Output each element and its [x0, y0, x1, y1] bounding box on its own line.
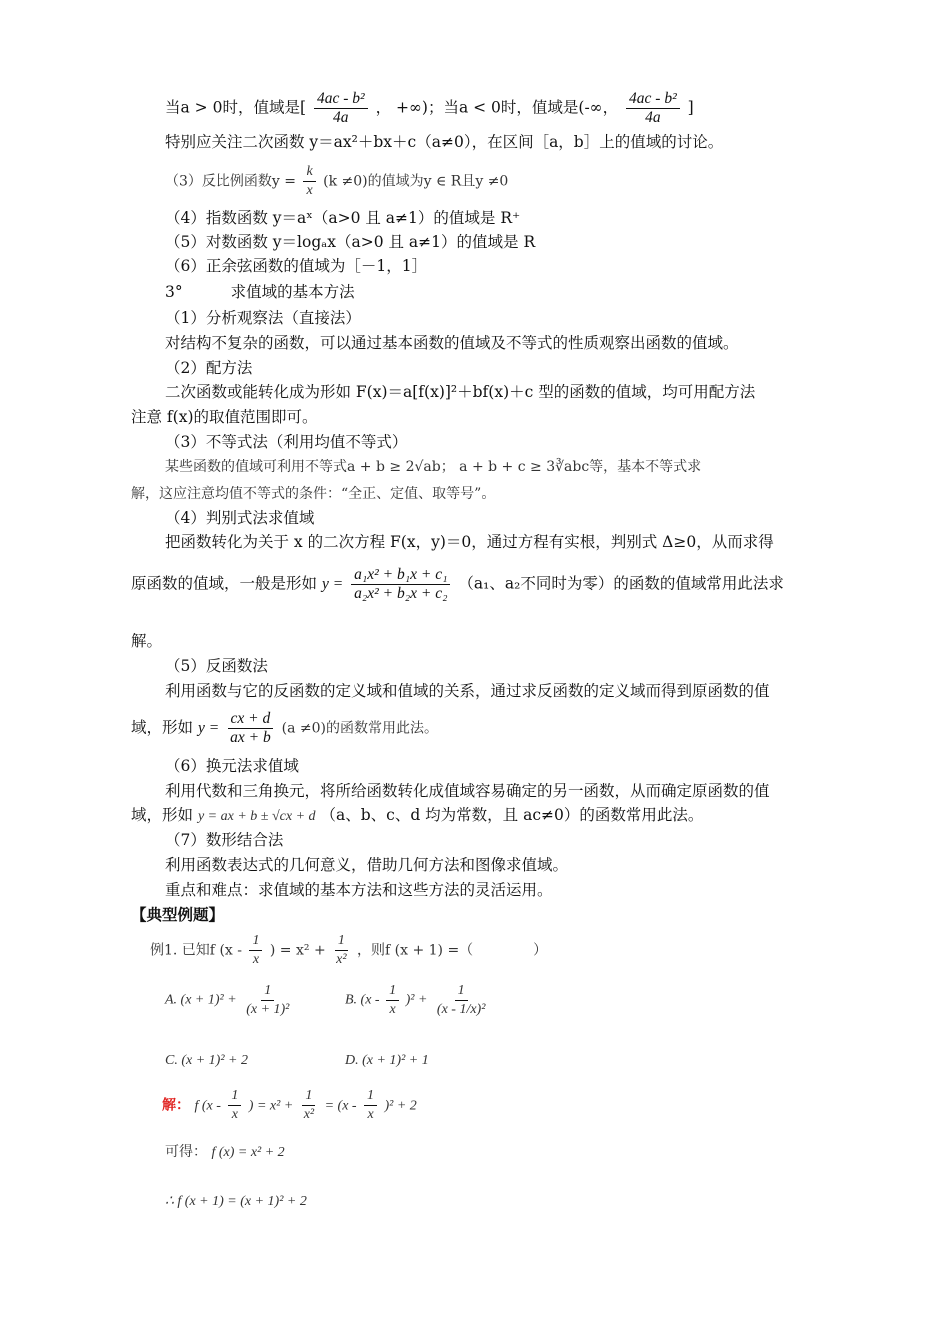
denominator: x	[252, 952, 260, 967]
paragraph-line: 利用函数与它的反函数的定义域和值域的关系，通过求反函数的定义域而得到原函数的值	[165, 682, 770, 700]
option-c: C. (x + 1)² + 2	[165, 1053, 248, 1068]
numerator: 4ac - b²	[626, 90, 680, 109]
text: )² + 2	[384, 1098, 417, 1114]
paragraph-line: 对结构不复杂的函数，可以通过基本函数的值域及不等式的性质观察出函数的值域。	[165, 334, 739, 352]
text: )² +	[405, 992, 428, 1008]
numerator: 1	[249, 932, 262, 951]
paragraph-line: （6）正余弦函数的值域为［－1，1］	[165, 257, 428, 275]
numerator: 1	[386, 982, 399, 1001]
numerator: 1	[364, 1087, 377, 1106]
paragraph-line: 解。	[131, 632, 163, 650]
text: B. (x -	[345, 992, 380, 1008]
denominator: x	[367, 1107, 374, 1122]
paragraph-line: （2）配方法	[165, 359, 253, 377]
paragraph-line: （4）判别式法求值域	[165, 509, 315, 527]
paragraph-line: 注意 f(x)的取值范围即可。	[131, 408, 318, 426]
section-title: 求值域的基本方法	[230, 283, 355, 301]
option-a	[165, 982, 295, 1019]
text: 原函数的值域，一般是形如	[131, 574, 318, 593]
formula-lhs: y =	[321, 575, 344, 593]
paragraph-line: （1）分析观察法（直接法）	[165, 309, 361, 327]
paragraph-line: 重点和难点：求值域的基本方法和这些方法的灵活运用。	[165, 881, 553, 899]
text: 当a > 0时，值域是[	[165, 98, 306, 117]
formula: f (x) = x² + 2	[211, 1145, 285, 1160]
fraction	[228, 1087, 241, 1124]
conclusion-line: ∴ f (x + 1) = (x + 1)² + 2	[165, 1194, 307, 1209]
fraction	[351, 566, 450, 603]
paragraph-line: （4）指数函数 y＝aˣ（a>0 且 a≠1）的值域是 R⁺	[165, 209, 521, 227]
paragraph-line: 二次函数或能转化成为形如 F(x)＝a[f(x)]²＋bf(x)＋c 型的函数的值域，均可用配方法	[165, 383, 756, 401]
text: A. (x + 1)² +	[165, 992, 237, 1008]
text: ]	[687, 98, 694, 117]
section-number: 3°	[165, 283, 183, 301]
denominator: x	[306, 183, 313, 198]
numerator: cx + d	[228, 710, 274, 729]
denominator: 4a	[645, 109, 661, 126]
paragraph-line: 某些函数的值域可利用不等式a + b ≥ 2√ab； a + b + c ≥ 3∛abc等，基本不等式求	[165, 459, 702, 475]
text: = (x -	[324, 1098, 357, 1114]
paragraph-line: （7）数形结合法	[165, 831, 284, 849]
text: ， +∞)；当a < 0时，值域是(-∞，	[375, 98, 619, 117]
numerator: 1	[455, 982, 468, 1001]
result-line	[165, 1141, 285, 1164]
denominator: (x + 1)²	[246, 1002, 290, 1017]
numerator: 1	[228, 1087, 241, 1106]
text: ，则f (x + 1) =（	[357, 942, 474, 959]
text: （a₁、a₂不同时为零）的函数的值域常用此法求	[458, 574, 784, 593]
text: (k ≠0)的值域为y ∈ R且y ≠0	[323, 173, 509, 190]
example-question	[150, 932, 547, 969]
denominator: x²	[336, 952, 347, 967]
numerator: a₁x² + b₁x + c₁	[351, 566, 450, 585]
range-quadratic-line	[165, 90, 694, 127]
paragraph-line: 把函数转化为关于 x 的二次方程 F(x，y)＝0，通过方程有实根，判别式 Δ≥0，从而求得	[165, 533, 774, 551]
text: f (x -	[194, 1098, 221, 1114]
paragraph-line: 利用代数和三角换元，将所给函数转化成值域容易确定的另一函数，从而确定原函数的值	[165, 782, 770, 800]
formula: y = ax + b ± √cx + d	[197, 809, 316, 824]
denominator: 4a	[333, 109, 349, 126]
fraction	[364, 1087, 377, 1124]
option-d: D. (x + 1)² + 1	[345, 1053, 429, 1068]
paragraph-line: 解，这应注意均值不等式的条件：“全正、定值、取等号”。	[131, 486, 496, 502]
denominator: a₂x² + b₂x + c₂	[354, 585, 448, 602]
denominator: x²	[303, 1107, 315, 1122]
section-heading-examples: 【典型例题】	[131, 905, 225, 924]
inverse-function-form-line	[131, 710, 438, 747]
fraction	[333, 932, 349, 969]
text: ）	[533, 942, 548, 959]
paragraph-line: （5）对数函数 y＝logₐx（a>0 且 a≠1）的值域是 R	[165, 233, 536, 251]
text: ) = x² +	[248, 1098, 294, 1114]
fraction	[386, 982, 399, 1019]
denominator: x	[231, 1107, 238, 1122]
text: 例1. 已知f (x -	[150, 942, 242, 959]
numerator: 1	[261, 982, 274, 1001]
discriminant-form-line	[131, 566, 784, 603]
inverse-proportion-line	[165, 163, 508, 200]
paragraph-line: 利用函数表达式的几何意义，借助几何方法和图像求值域。	[165, 856, 569, 874]
solution-line	[162, 1087, 417, 1124]
fraction	[303, 163, 315, 200]
text: 可得：	[165, 1144, 207, 1160]
fraction	[626, 90, 680, 127]
fraction	[227, 710, 274, 747]
paragraph-line: （5）反函数法	[165, 657, 268, 675]
numerator: 4ac - b²	[314, 90, 368, 109]
paragraph-line: （6）换元法求值域	[165, 757, 299, 775]
denominator: (x - 1/x)²	[436, 1002, 486, 1017]
text: 域，形如	[131, 718, 194, 737]
text: （a、b、c、d 均为常数，且 ac≠0）的函数常用此法。	[320, 806, 704, 824]
text: ) = x² +	[269, 942, 326, 959]
solution-label: 解：	[162, 1097, 190, 1114]
text: （3）反比例函数y =	[165, 173, 296, 190]
text: (a ≠0)的函数常用此法。	[281, 720, 438, 737]
paragraph-line: 特别应关注二次函数 y＝ax²＋bx＋c（a≠0），在区间［a，b］上的值域的讨论。	[165, 133, 724, 151]
numerator: 1	[335, 932, 348, 951]
numerator: 1	[302, 1087, 315, 1106]
fraction	[301, 1087, 317, 1124]
fraction	[314, 90, 368, 127]
section-heading	[165, 281, 355, 303]
denominator: ax + b	[230, 729, 271, 746]
fraction	[243, 982, 292, 1019]
fraction	[434, 982, 489, 1019]
substitution-form-line	[131, 804, 703, 828]
formula-lhs: y =	[197, 719, 220, 737]
fraction	[249, 932, 262, 969]
numerator: k	[303, 163, 315, 182]
denominator: x	[389, 1002, 396, 1017]
option-b	[345, 982, 491, 1019]
text: 域，形如	[131, 806, 194, 824]
paragraph-line: （3）不等式法（利用均值不等式）	[165, 433, 408, 451]
